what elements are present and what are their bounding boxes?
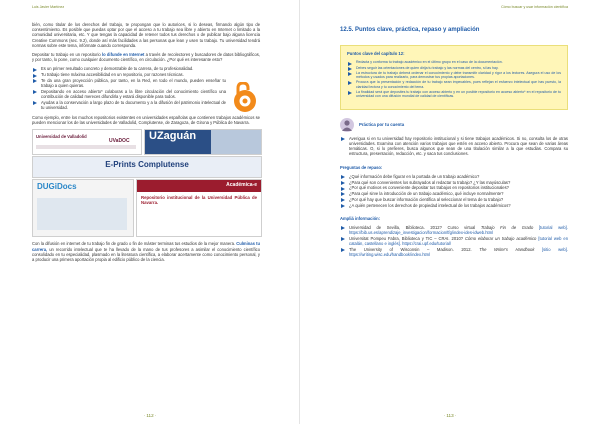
student-avatar-icon xyxy=(340,118,354,132)
logo-text: Académica-e xyxy=(226,182,257,189)
reference-title: Cómo elaborar un trabajo académico xyxy=(465,236,537,242)
open-access-logo-icon xyxy=(230,82,260,114)
uva-repository-logo xyxy=(32,129,142,155)
benefits-list xyxy=(32,66,226,111)
uzaguan-repository-logo xyxy=(144,129,262,155)
review-title: Preguntas de repaso: xyxy=(340,164,383,170)
list-item: ¿A quién pertenecen los derechos de propiedad intelectual de los trabajos académicos? xyxy=(340,203,568,208)
list-item: ¿Por qué motivos es conveniente depositar tus trabajos en repositorios institucionales? xyxy=(340,185,568,190)
paragraph: bién, como titular de los derechos del trabajo, te propongan que lo autorices, si lo deseas, firmando algún tipo de consentimiento. Es posible que puedas optar por que el acceso a tu trabajo sea libre y abierto en Internet o limitado a la comunidad universitaria, etc. Y que tengas la capacidad de retener todos tus derechos o de publicar bajo alguna licencia Creative Commons (sec. 9.2), donde así más facilidades a las personas que lean y usen tu trabajo. Tu universidad tendrá normas sobre este tema, infórmate cuando corresponda. xyxy=(32,22,260,48)
logo-text: Repositorio institucional de la Universidad Pública de Navarra. xyxy=(141,195,257,206)
list-item: Debes seguir las orientaciones de quien dirija tu trabajo y las normas del centro, si las hay. xyxy=(347,66,561,71)
practice-heading xyxy=(340,118,568,132)
text-run: Con la difusión en internet de tu trabajo fin de grado o fin de máster terminas tus estudios de la mejor manera. xyxy=(32,241,237,247)
reference-link[interactable]: [sitio web]. https://writing.wisc.edu/handbook/index.html xyxy=(349,247,568,258)
list-item: Procura que la presentación y redacción de tu trabajo sean impecables, pues reflejan el esfuerzo intelectual que has puesto, la claridad lectora y tu conocimiento del tema. xyxy=(347,80,561,89)
running-head-right: Cómo buscar y usar información científica xyxy=(501,5,568,9)
list-item: Es un primer resultado concreto y demostrable de tu carrera, de tu profesionalidad. xyxy=(32,66,226,71)
eprints-repository-logo xyxy=(32,156,262,178)
practice-label: Práctica por tu cuenta xyxy=(359,122,405,128)
list-item: La estructura de tu trabajo deberá ordenar el conocimiento y debe transmitir claridad y rigor a los lectores. Asegura el uso de los métodos y usados para realizarlo, para demostrar tus propias aportaciones. xyxy=(347,71,561,80)
list-item: Redacta y conforma tu trabajo académico en el último grupo en el caso de la documentación. xyxy=(347,60,561,65)
repository-logos xyxy=(32,129,260,235)
logo-text: E-Prints Complutense xyxy=(105,160,189,170)
emphasis-text: lo difunde en Internet xyxy=(101,52,145,58)
reference-title: The Writer's Handbook xyxy=(479,247,535,253)
logo-photo xyxy=(211,130,261,154)
logo-photo xyxy=(37,198,127,230)
list-item: Averigua si en tu universidad hay repositorio institucional y si tiene trabajos académicos. Si no, consulta los de otras universidades. Examina con atención varios trabajos que estén en acceso abierto. Procura que sean de varias áreas temáticas. O, si lo prefieres, busca algunos que sean de una titulación similar a la que estudias. Compara su estructura, presentación, redacción, etc. y saca tus conclusiones. xyxy=(340,136,568,157)
list-item: Te da una gran proyección pública, por tanto, en la Red, en todo el mundo, pueden enseñar tu trabajo a quien quieras. xyxy=(32,78,226,88)
key-points-list xyxy=(347,60,561,98)
academica-repository-logo xyxy=(136,179,262,237)
paragraph xyxy=(32,241,260,262)
key-points-title: Puntos clave del capítulo 12: xyxy=(347,51,405,57)
text-run: a través de recolectores y buscadores de datos bibliográficos, y por tanto, lo pone, como cualquier documento científico, en circulación. ¿Por qué es interesante esto? xyxy=(32,52,261,63)
reference-item xyxy=(340,236,568,246)
logo-text: Universidad de Valladolid xyxy=(36,134,87,140)
review-list xyxy=(340,174,568,208)
list-item: Depositando en acceso abierto* colaboras a la libre circulación del conocimiento científico una contribución de calidad mereces difundirla y estará disponible para todos. xyxy=(32,89,226,99)
text-run: Universitat Pompeu Fabra, Biblioteca y TIC – CRAI. 2010? xyxy=(349,236,466,242)
reference-title: Trabajo Fin de Grado xyxy=(480,225,534,231)
text-run: The University of Wisconsin – Madison. 2012. xyxy=(349,247,480,253)
left-column xyxy=(32,22,260,266)
logo-text: DUGiDocs xyxy=(37,182,77,192)
practice-list xyxy=(340,136,568,157)
dugidocs-repository-logo xyxy=(32,179,134,237)
emphasis-text: Culminas tu carrera, xyxy=(32,241,260,252)
list-item: Ayudas a la conservación a largo plazo de tu documento y a la difusión del patrimonio intelectual de tu universidad. xyxy=(32,100,226,110)
text-run: Depositar tu trabajo en un repositorio xyxy=(32,52,102,58)
text-run: un recorrido intelectual que te ha llevado de la mano de tus profesores a asimilar el conocimiento científico consolidado en tu especialidad, plasmado en la literatura científica, a elaborar acertamente como conocimiento personal, y a producir una primera aportación propia al edificio público de la ciencia. xyxy=(32,246,260,263)
paragraph xyxy=(32,52,260,62)
logo-text: UZaguán xyxy=(149,130,197,143)
reference-link[interactable]: [tutorial web]. https://bib.us.es/aprendizaje_investigacion/formacion/tfg/index-ides-idweb.html xyxy=(349,225,568,236)
further-reading-title: Ampliá información: xyxy=(340,215,381,221)
list-item: ¿Qué información debe figurar en la portada de un trabajo académico? xyxy=(340,174,568,179)
text-run: Universidad de Sevilla, Biblioteca. 2012? Curso virtual xyxy=(349,225,481,231)
list-item: ¿Para qué sirve la introducción de un trabajo académico, qué incluye normalmente? xyxy=(340,191,568,196)
further-reading-list xyxy=(340,225,568,257)
logo-band xyxy=(36,145,136,149)
list-item: ¿Para qué son convenientes los subrayados al redactar tu trabajo? ¿Y las mayúsculas? xyxy=(340,180,568,185)
right-column xyxy=(340,22,568,262)
paragraph: Como ejemplo, entre los muchos repositorios existentes en universidades españolas que contienen trabajos académicos se pueden mencionar los de las universidades de Valladolid, Complutense, de Zaragoza, de Girona y Pública de Navarra. xyxy=(32,115,260,126)
section-title: 12.5. Puntos clave, práctica, repaso y ampliación xyxy=(340,27,480,33)
list-item: Tu trabajo tiene máxima accesibilidad en un repositorio, por razones técnicas. xyxy=(32,72,226,77)
list-item: La finalidad será que deposites tu trabajo con acceso abierto y en un posible repositorio en acceso abierto* en el repositorio de tu universidad con una difusión mundial de calidad de científicas. xyxy=(347,90,561,99)
reference-item xyxy=(340,247,568,257)
list-item: ¿Por qué hay que buscar información científica al seleccionar el tema de tu trabajo? xyxy=(340,197,568,202)
reference-link[interactable]: [tutorial web en catalán, castellano e inglés]. https://crai.upf.edu/tutorial/ xyxy=(349,236,568,247)
logo-text: UVaDOC xyxy=(109,138,130,145)
reference-item xyxy=(340,225,568,235)
key-points-box xyxy=(340,45,568,110)
page-number: · 112 · xyxy=(143,413,157,418)
running-head-left: Luis Javier Martínez xyxy=(32,5,65,9)
benefits-row xyxy=(32,66,260,115)
page-number: · 113 · xyxy=(443,413,457,418)
right-page xyxy=(300,0,600,424)
